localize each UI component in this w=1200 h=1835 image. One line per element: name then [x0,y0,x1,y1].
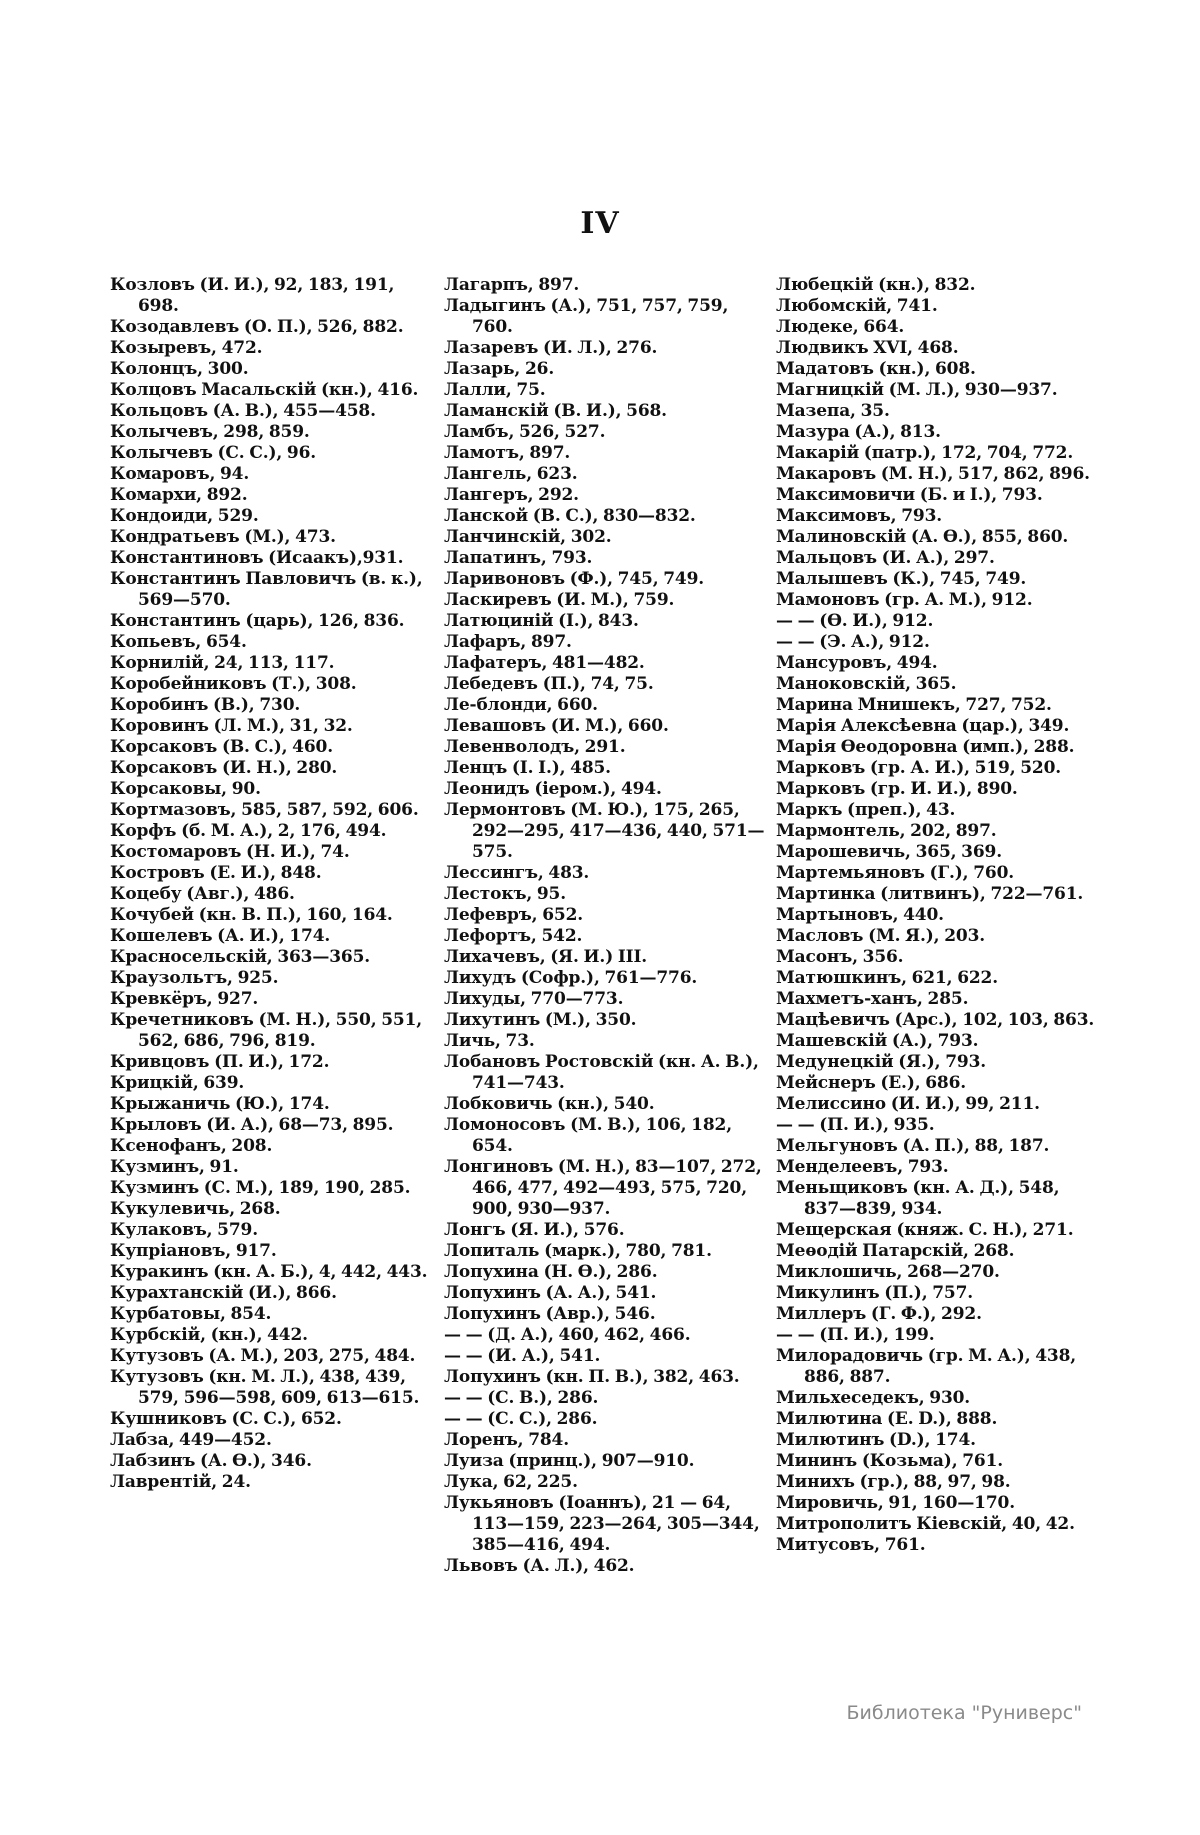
index-entry: Лангеръ, 292. [444,485,579,505]
index-entry: Корнилій, 24, 113, 117. [110,653,335,673]
index-entry: Лоренъ, 784. [444,1430,569,1450]
index-entry: Лафаръ, 897. [444,632,572,652]
index-entry: Микулинъ (П.), 757. [776,1283,974,1303]
index-entry: Кревкёръ, 927. [110,989,259,1009]
index-entry: Кукулевичь, 268. [110,1199,281,1219]
index-entry: Краузольтъ, 925. [110,968,279,988]
index-entry: Лонгиновъ (М. Н.), 83—107, 272, 466, 477, 492—493, 575, 720, 900, 930—937. [444,1157,762,1219]
index-entry: Коробинъ (В.), 730. [110,695,301,715]
index-entry: Комархи, 892. [110,485,248,505]
index-entry: Кошелевъ (А. И.), 174. [110,926,331,946]
index-entry: Ларивоновъ (Ф.), 745, 749. [444,569,705,589]
index-entry: Ланской (В. С.), 830—832. [444,506,696,526]
index-entry: — — (П. И.), 199. [776,1325,935,1345]
index-entry: Кортмазовъ, 585, 587, 592, 606. [110,800,419,820]
index-entry: Махметъ-ханъ, 285. [776,989,969,1009]
index-entry: Кушниковъ (С. С.), 652. [110,1409,342,1429]
index-entry: Мазепа, 35. [776,401,890,421]
index-entry: Крыловъ (И. А.), 68—73, 895. [110,1115,394,1135]
index-entry: Комаровъ, 94. [110,464,250,484]
index-entry: Константинъ Павловичъ (в. к.), 569—570. [110,569,423,610]
index-entry: Константинъ (царь), 126, 836. [110,611,405,631]
index-entry: Макарій (патр.), 172, 704, 772. [776,443,1074,463]
index-entry: Мартинка (литвинъ), 722—761. [776,884,1084,904]
index-entry: Марошевичь, 365, 369. [776,842,1002,862]
index-entry: Лихутинъ (М.), 350. [444,1010,637,1030]
index-entry: Колонцъ, 300. [110,359,249,379]
index-entry: Крыжаничь (Ю.), 174. [110,1094,330,1114]
index-entry: Марковъ (гр. И. И.), 890. [776,779,1018,799]
index-entry: Лангель, 623. [444,464,578,484]
index-entry: Ленцъ (І. І.), 485. [444,758,611,778]
index-column-2 [444,275,766,1577]
index-entry: Львовъ (А. Л.), 462. [444,1556,635,1576]
index-entry: Мещерская (княж. С. Н.), 271. [776,1220,1074,1240]
index-entry: Ксенофанъ, 208. [110,1136,273,1156]
index-entry: Лессингъ, 483. [444,863,590,883]
index-entry: Корфъ (б. М. А.), 2, 176, 494. [110,821,387,841]
index-entry: Мадатовъ (кн.), 608. [776,359,976,379]
index-entry: Мальцовъ (И. А.), 297. [776,548,995,568]
index-entry: Людвикъ XVI, 468. [776,338,959,358]
index-entry: Курбскій, (кн.), 442. [110,1325,308,1345]
index-entry: Колычевъ, 298, 859. [110,422,310,442]
index-entry: Малышевъ (К.), 745, 749. [776,569,1027,589]
index-entry: Лефевръ, 652. [444,905,584,925]
index-entry: Лалли, 75. [444,380,546,400]
index-entry: Масонъ, 356. [776,947,904,967]
index-entry: Мелиссино (И. И.), 99, 211. [776,1094,1040,1114]
index-entry: Леонидъ (іером.), 494. [444,779,662,799]
index-entry: Ле-блонди, 660. [444,695,598,715]
index-entry: Лагарпъ, 897. [444,275,580,295]
index-entry: Левенволодъ, 291. [444,737,626,757]
index-entry: Милютина (Е. D.), 888. [776,1409,998,1429]
index-entry: Лабза, 449—452. [110,1430,272,1450]
index-entry: Мартемьяновъ (Г.), 760. [776,863,1015,883]
index-entry: Личь, 73. [444,1031,535,1051]
index-entry: Коровинъ (Л. М.), 31, 32. [110,716,353,736]
index-entry: — — (И. А.), 541. [444,1346,601,1366]
index-entry: Маноковскій, 365. [776,674,957,694]
index-entry: Марія Алексѣевна (цар.), 349. [776,716,1070,736]
index-entry: Лебедевъ (П.), 74, 75. [444,674,654,694]
index-entry: Матюшкинъ, 621, 622. [776,968,999,988]
index-entry: Марина Мнишекъ, 727, 752. [776,695,1052,715]
index-entry: Ламбъ, 526, 527. [444,422,606,442]
index-entry: Мартыновъ, 440. [776,905,944,925]
index-entry: Лука, 62, 225. [444,1472,578,1492]
index-entry: Лаврентій, 24. [110,1472,251,1492]
index-entry: Козловъ (И. И.), 92, 183, 191, 698. [110,275,395,316]
index-entry: Лабзинъ (А. Ѳ.), 346. [110,1451,312,1471]
index-entry: Мильхеседекъ, 930. [776,1388,971,1408]
index-entry: Лихуды, 770—773. [444,989,624,1009]
index-entry: Масловъ (М. Я.), 203. [776,926,986,946]
index-entry: Милютинъ (D.), 174. [776,1430,976,1450]
index-entry: Луиза (принц.), 907—910. [444,1451,695,1471]
index-entry: Колычевъ (С. С.), 96. [110,443,317,463]
index-entry: Людеке, 664. [776,317,905,337]
index-entry: Машевскій (А.), 793. [776,1031,979,1051]
index-entry: Лонгъ (Я. И.), 576. [444,1220,625,1240]
index-entry: Лопиталь (марк.), 780, 781. [444,1241,712,1261]
index-entry: Лобковичь (кн.), 540. [444,1094,655,1114]
index-entry: Кутузовъ (кн. М. Л.), 438, 439, 579, 596—598, 609, 613—615. [110,1367,420,1408]
index-entry: Ламанскій (В. И.), 568. [444,401,667,421]
index-entry: Лазаревъ (И. Л.), 276. [444,338,658,358]
index-entry: Менделеевъ, 793. [776,1157,949,1177]
index-entry: Лермонтовъ (М. Ю.), 175, 265, 292—295, 417—436, 440, 571—575. [444,800,765,862]
index-entry: Меѳодій Патарскій, 268. [776,1241,1015,1261]
index-entry: Лобановъ Ростовскій (кн. А. В.), 741—743. [444,1052,759,1093]
index-entry: Коцебу (Авг.), 486. [110,884,295,904]
index-entry: Костомаровъ (Н. И.), 74. [110,842,350,862]
index-entry: Ланчинскій, 302. [444,527,612,547]
index-entry: Колцовъ Масальскій (кн.), 416. [110,380,419,400]
index-entry: Кондратьевъ (М.), 473. [110,527,336,547]
index-entry: — — (Э. А.), 912. [776,632,930,652]
index-entry: Лафатеръ, 481—482. [444,653,645,673]
index-entry: Красносельскій, 363—365. [110,947,371,967]
index-entry: Костровъ (Е. И.), 848. [110,863,322,883]
library-watermark: Библиотека "Руниверс" [846,1702,1082,1724]
index-entry: Коробейниковъ (Т.), 308. [110,674,357,694]
index-entry: Маркъ (преп.), 43. [776,800,956,820]
index-entry: Корсаковы, 90. [110,779,261,799]
index-entry: Мармонтель, 202, 897. [776,821,997,841]
index-entry: Минихъ (гр.), 88, 97, 98. [776,1472,1011,1492]
index-entry: Мейснеръ (Е.), 686. [776,1073,967,1093]
index-entry: Кондоиди, 529. [110,506,259,526]
index-entry: Лопухинъ (кн. П. В.), 382, 463. [444,1367,740,1387]
index-entry: Корсаковъ (В. С.), 460. [110,737,333,757]
index-entry: Копьевъ, 654. [110,632,247,652]
index-entry: Купріановъ, 917. [110,1241,277,1261]
index-entry: Ломоносовъ (М. В.), 106, 182, 654. [444,1115,732,1156]
index-entry: Куракинъ (кн. А. Б.), 4, 442, 443. [110,1262,428,1282]
index-entry: Лапатинъ, 793. [444,548,593,568]
index-entry: Любомскій, 741. [776,296,938,316]
index-entry: Мининъ (Козьма), 761. [776,1451,1004,1471]
index-entry: Латюциній (І.), 843. [444,611,639,631]
index-entry: Ладыгинъ (А.), 751, 757, 759, 760. [444,296,729,337]
index-entry: — — (С. С.), 286. [444,1409,598,1429]
index-column-3 [776,275,1096,1556]
index-entry: Кутузовъ (А. М.), 203, 275, 484. [110,1346,416,1366]
index-entry: Кочубей (кн. В. П.), 160, 164. [110,905,393,925]
index-entry: Константиновъ (Исаакъ),931. [110,548,404,568]
index-entry: Митусовъ, 761. [776,1535,926,1555]
index-entry: Лукьяновъ (Іоаннъ), 21 — 64, 113—159, 223—264, 305—344, 385—416, 494. [444,1493,760,1555]
index-entry: Лихачевъ, (Я. И.) III. [444,947,648,967]
index-entry: Медунецкій (Я.), 793. [776,1052,987,1072]
index-entry: — — (Д. А.), 460, 462, 466. [444,1325,691,1345]
index-entry: Мировичь, 91, 160—170. [776,1493,1015,1513]
index-entry: Козодавлевъ (О. П.), 526, 882. [110,317,404,337]
index-entry: Лопухина (Н. Ѳ.), 286. [444,1262,658,1282]
index-entry: — — (П. И.), 935. [776,1115,935,1135]
index-entry: Кольцовъ (А. В.), 455—458. [110,401,376,421]
index-entry: Ласкиревъ (И. М.), 759. [444,590,675,610]
index-entry: Кривцовъ (П. И.), 172. [110,1052,330,1072]
index-entry: Лихудъ (Софр.), 761—776. [444,968,698,988]
index-columns [110,275,1095,1645]
index-entry: Мазура (А.), 813. [776,422,941,442]
index-entry: Максимовъ, 793. [776,506,943,526]
index-entry: Макаровъ (М. Н.), 517, 862, 896. [776,464,1090,484]
index-entry: Лефортъ, 542. [444,926,583,946]
index-entry: Магницкій (М. Л.), 930—937. [776,380,1058,400]
index-entry: Мансуровъ, 494. [776,653,938,673]
index-entry: Миклошичь, 268—270. [776,1262,1000,1282]
index-entry: Левашовъ (И. М.), 660. [444,716,669,736]
index-entry: Меньщиковъ (кн. А. Д.), 548, 837—839, 934. [776,1178,1060,1219]
index-entry: Малиновскій (А. Ѳ.), 855, 860. [776,527,1069,547]
index-entry: Кулаковъ, 579. [110,1220,258,1240]
page-number: IV [580,206,620,241]
index-entry: Марковъ (гр. А. И.), 519, 520. [776,758,1062,778]
index-entry: Марія Ѳеодоровна (имп.), 288. [776,737,1075,757]
index-entry: Любецкій (кн.), 832. [776,275,976,295]
index-entry: Лазарь, 26. [444,359,555,379]
index-entry: Кузминъ (С. М.), 189, 190, 285. [110,1178,411,1198]
index-entry: Миллеръ (Г. Ф.), 292. [776,1304,982,1324]
index-entry: Курахтанскій (И.), 866. [110,1283,337,1303]
index-entry: Мацѣевичъ (Арс.), 102, 103, 863. [776,1010,1095,1030]
index-entry: Козыревъ, 472. [110,338,263,358]
index-entry: Крицкій, 639. [110,1073,245,1093]
index-entry: Лопухинъ (Авр.), 546. [444,1304,656,1324]
index-column-1 [110,275,435,1493]
index-entry: Кречетниковъ (М. Н.), 550, 551, 562, 686, 796, 819. [110,1010,423,1051]
index-entry: Кузминъ, 91. [110,1157,239,1177]
index-entry: Максимовичи (Б. и І.), 793. [776,485,1043,505]
index-entry: Корсаковъ (И. Н.), 280. [110,758,338,778]
index-entry: Митрополитъ Кіевскій, 40, 42. [776,1514,1075,1534]
index-entry: Мамоновъ (гр. А. М.), 912. [776,590,1033,610]
index-entry: — — (С. В.), 286. [444,1388,599,1408]
index-entry: Курбатовы, 854. [110,1304,272,1324]
index-entry: Мельгуновъ (А. П.), 88, 187. [776,1136,1050,1156]
index-entry: Ламотъ, 897. [444,443,571,463]
index-entry: Милорадовичь (гр. М. А.), 438, 886, 887. [776,1346,1077,1387]
index-entry: Лестокъ, 95. [444,884,567,904]
index-entry: Лопухинъ (А. А.), 541. [444,1283,657,1303]
index-entry: — — (Ѳ. И.), 912. [776,611,934,631]
